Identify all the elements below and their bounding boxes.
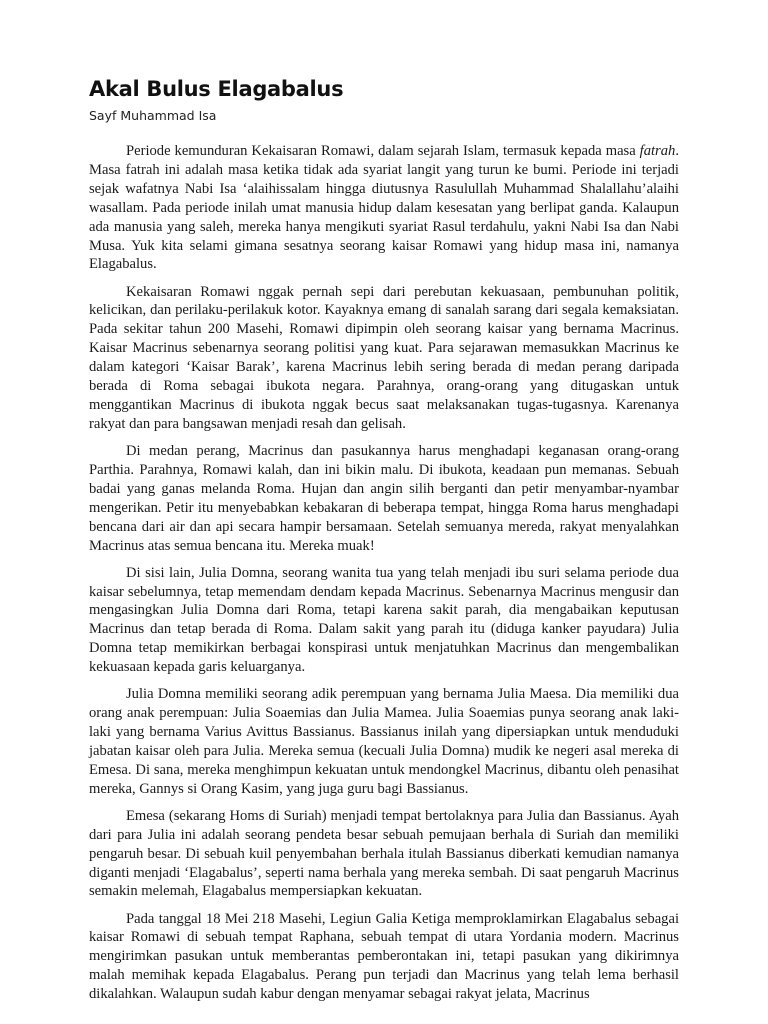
paragraph-7: Pada tanggal 18 Mei 218 Masehi, Legiun Galia Ketiga memproklamirkan Elagabalus sebagai kaisar Romawi di sebuah tempat Raphana, sebuah tempat di utara Yordania modern. Macrinus mengirimkan pasukan untuk memberantas pemberontakan ini, tetapi pasukan yang dikirimnya malah memihak kepada Elagabalus. Perang pun terjadi dan Macrinus yang telah lema berhasil dikalahkan. Walaupun sudah kabur dengan menyamar sebagai rakyat jelata, Macrinus bbox=[89, 910, 679, 1003]
document-page bbox=[89, 72, 679, 1012]
paragraph-1 bbox=[89, 142, 679, 274]
paragraph-4: Di sisi lain, Julia Domna, seorang wanita tua yang telah menjadi ibu suri selama periode dua kaisar sebelumnya, tetap memendam dendam kepada Macrinus. Sebenarnya Macrinus mengusir dan mengasingkan Julia Domna dari Roma, tetapi karena sakit parah, dia mengabaikan keputusan Macrinus dan tetap berada di Roma. Dalam sakit yang parah itu (diduga kanker payudara) Julia Domna tetap memikirkan berbagai konspirasi untuk menjatuhkan Macrinus dan mengembalikan kekuasaan kepada garis keluarganya. bbox=[89, 564, 679, 676]
article-title: Akal Bulus Elagabalus bbox=[89, 77, 344, 101]
author-name: Sayf Muhammad Isa bbox=[89, 108, 217, 123]
paragraph-2: Kekaisaran Romawi nggak pernah sepi dari perebutan kekuasaan, pembunuhan politik, kelicikan, dan perilaku-perilakuk kotor. Kayaknya emang di sanalah sarang dari segala kemaksiatan. Pada sekitar tahun 200 Masehi, Romawi dipimpin oleh seorang kaisar yang bernama Macrinus. Kaisar Macrinus sebenarnya seorang politisi yang kuat. Para sejarawan memasukkan Macrinus ke dalam kategori ‘Kaisar Barak’, karena Macrinus lebih sering berada di medan perang daripada berada di Roma sebagai ibukota negara. Parahnya, orang-orang yang ditugaskan untuk menggantikan Macrinus di ibukota nggak becus saat melaksanakan tugas-tugasnya. Karenanya rakyat dan para bangsawan menjadi resah dan gelisah. bbox=[89, 283, 679, 432]
article-body bbox=[89, 142, 679, 1004]
paragraph-1-text-2: . Masa fatrah ini adalah masa ketika tidak ada syariat langit yang turun ke bumi. Periode ini terjadi sejak wafatnya Nabi Isa ‘alaihissalam hingga diutusnya Rasulullah Muhammad Shalallahu’alaihi wasallam. Pada periode inilah umat manusia hidup dalam kesesatan yang berlipat ganda. Kalaupun ada manusia yang saleh, mereka hanya mengikuti syariat Rasul terdahulu, yakni Nabi Isa dan Nabi Musa. Yuk kita selami gimana sesatnya seorang kaisar Romawi yang hidup masa ini, namanya Elagabalus. bbox=[89, 143, 679, 273]
paragraph-3: Di medan perang, Macrinus dan pasukannya harus menghadapi keganasan orang-orang Parthia. Parahnya, Romawi kalah, dan ini bikin malu. Di ibukota, keadaan pun memanas. Sebuah badai yang ganas melanda Roma. Hujan dan angin silih berganti dan petir menyambar-nyambar mengerikan. Petir itu menyebabkan kebakaran di beberapa tempat, hingga Roma harus menghadapi bencana dari air dan api secara hampir bersamaan. Setelah semuanya mereda, rakyat menyalahkan Macrinus atas semua bencana itu. Mereka muak! bbox=[89, 442, 679, 554]
paragraph-6: Emesa (sekarang Homs di Suriah) menjadi tempat bertolaknya para Julia dan Bassianus. Ayah dari para Julia ini adalah seorang pendeta besar sebuah pemujaan berhala di Suriah dan memiliki pengaruh besar. Di sebuah kuil penyembahan berhala itulah Bassianus diberkati kemudian namanya diganti menjadi ‘Elagabalus’, seperti nama berhala yang mereka sembah. Di saat pengaruh Macrinus semakin melemah, Elagabalus mempersiapkan kekuatan. bbox=[89, 807, 679, 900]
paragraph-1-italic-term: fatrah bbox=[639, 143, 676, 159]
paragraph-1-text-1: Periode kemunduran Kekaisaran Romawi, dalam sejarah Islam, termasuk kepada masa bbox=[126, 143, 640, 159]
paragraph-5: Julia Domna memiliki seorang adik perempuan yang bernama Julia Maesa. Dia memiliki dua orang anak perempuan: Julia Soaemias dan Julia Mamea. Julia Soaemias punya seorang anak laki-laki yang bernama Varius Avittus Bassianus. Bassianus inilah yang dipersiapkan untuk menduduki jabatan kaisar oleh para Julia. Mereka semua (kecuali Julia Domna) mudik ke negeri asal mereka di Emesa. Di sana, mereka menghimpun kekuatan untuk mendongkel Macrinus, dibantu oleh penasihat mereka, Gannys si Orang Kasim, yang juga guru bagi Bassianus. bbox=[89, 686, 679, 797]
